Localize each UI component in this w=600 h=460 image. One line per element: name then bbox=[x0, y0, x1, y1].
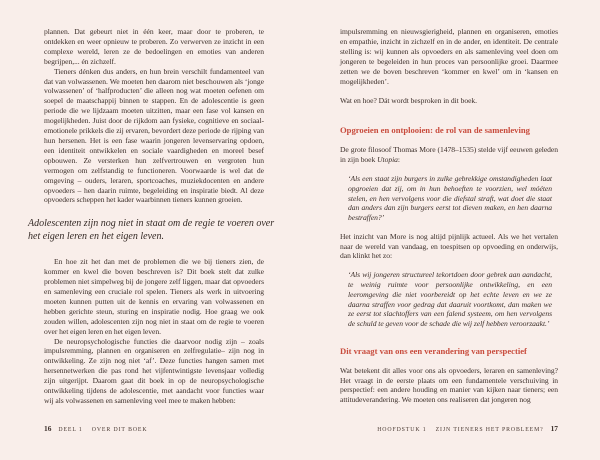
running-head-section: DEEL 1 bbox=[58, 427, 83, 433]
page-number: 16 bbox=[44, 424, 52, 433]
block-quote: ‘Als wij jongeren structureel tekortdoen door gebrek aan aandacht, te weinig ruimte voor persoonlijke ontwikkeling, en een leeromgeving die niet voorbereidt op het echte leven en we ze daarna straffen voor gedrag dat daaruit voortkomt, dan maken we ze eerst tot slachtoffers van een falend systeem, om hen vervolgens de schuld te geven voor de schade die wij zelf hebben veroorzaakt.’ bbox=[348, 270, 552, 328]
page-left bbox=[28, 0, 275, 460]
running-head-title: OVER DIT BOEK bbox=[91, 427, 148, 433]
paragraph: Het inzicht van More is nog altijd pijnlijk actueel. Als we het vertalen naar de wereld van vandaag, en toespitsen op opvoeding en onderwijs, dan klinkt het zo: bbox=[340, 231, 558, 261]
book-title-reference: Utopia bbox=[377, 155, 398, 165]
paragraph: Wat en hoe? Dát wordt besproken in dit boek. bbox=[340, 96, 478, 106]
running-head-title: ZIJN TIENERS HET PROBLEEM? bbox=[435, 427, 544, 433]
paragraph: Wat betekent dit alles voor ons als opvoeders, leraren en samenleving? Het vraagt in de eerste plaats om een fundamentele verschuiving in perspectief: een andere houding en manier van kijken naar tieners; een attitudeverandering. We moeten ons realiseren dat jongeren nog bbox=[340, 365, 558, 405]
paragraph: Tieners dénken dus anders, en hun brein verschilt fundamenteel van dat van volwassenen. We moeten hen daarom niet beschouwen als ‘jonge volwassenen’ of ‘halfproducten’ die alleen nog wat moeten oefenen om soepel de maatschappij binnen te stappen. En de adolescentie is geen periode die we lijdzaam moeten uitzitten, maar een fase vol kansen en mogelijkheden. Juist door de rijkdom aan fysieke, cognitieve en sociaal-emotionele prikkels die zij ervaren, bevordert deze periode de rijping van hun hersenen. Het is een fase waarin jongeren levenservaring opdoen, een identiteit ontwikkelen en sociale vaardigheden en moreel besef opbouwen. Ze versterken hun zelfvertrouwen en vergroten hun vermogen om zelfstandig te functioneren. Voorwaarde is wel dat de omgeving – ouders, leraren, sportcoaches, muziekdocenten en andere opvoeders – hen daarin ruimte, begeleiding en inspiratie biedt. Al deze opvoeders scheppen het kader waarbinnen tieners kunnen groeien. bbox=[44, 66, 264, 205]
footer-left bbox=[44, 424, 147, 433]
running-head-chapter: HOOFDSTUK 1 bbox=[377, 427, 427, 433]
page-number: 17 bbox=[550, 424, 558, 433]
paragraph: impulsremming en nieuwsgierigheid, plannen en organiseren, emoties en empathie, inzicht in zichzelf en in de ander, en identiteit. De centrale stelling is: wij kunnen als opvoeders en als samenleving veel doen om jongeren te begeleiden in hun proces van persoonlijke groei. Daarmee zetten we de boven beschreven ‘kommer en kwel’ om in ‘kansen en mogelijkheden’. bbox=[340, 27, 558, 86]
section-heading: Dit vraagt van ons een verandering van perspectief bbox=[340, 345, 527, 356]
footer-right bbox=[377, 424, 558, 433]
block-quote: ‘Als een staat zijn burgers in zulke gebrekkige omstandigheden laat opgroeien dat zij, om in hun behoeften te voorzien, wel móéten stelen, en hen vervolgens voor die diefstal straft, wat doet die staat dan anders dan zijn burgers eerst tot dieven maken, en hen daarna bestraffen?’ bbox=[348, 174, 552, 222]
paragraph: De neuropsychologische functies die daarvoor nodig zijn – zoals impulsremming, plannen en organiseren en zelfregulatie– zijn nog in ontwikkeling. Ze zijn nog niet ‘af’. Deze functies hangen samen met hersennetwerken die pas rond het vijfentwintigste levensjaar volledig zijn uitgerijpt. Daarom gaat dit boek in op de neuropsychologische ontwikkeling tijdens de adolescentie, met aandacht voor functies waar wij als volwassenen en samenleving veel mee te maken hebben: bbox=[44, 336, 264, 405]
paragraph: En hoe zit het dan met de problemen die we bij tieners zien, de kommer en kwel die boven beschreven is? Dit boek stelt dat zulke problemen niet simpelweg bij de jongere zelf liggen, maar dat opvoeders en samenleving een cruciale rol spelen. Tieners als werk in uitvoering moeten kunnen putten uit de kennis en ervaring van volwassenen en hebben gerichte steun, sturing en inspiratie nodig. Hoe graag we ook zouden willen, adolescenten zijn nog niet in staat om de regie te voeren over het eigen leren en het eigen leven. bbox=[44, 257, 264, 336]
section-heading: Opgroeien en ontplooien: de rol van de samenleving bbox=[340, 125, 530, 136]
pull-quote: Adolescenten zijn nog niet in staat om de regie te voeren over het eigen leren en het eigen leven. bbox=[28, 218, 275, 243]
paragraph: plannen. Dat gebeurt niet in één keer, maar door te proberen, te ontdekken en weer opnieuw te proberen. Zo verwerven ze inzicht in een complexe wereld, leren ze de bedoelingen en emoties van anderen begrijpen,... én zichzelf. bbox=[44, 27, 264, 66]
paragraph-text: : bbox=[397, 155, 400, 165]
paragraph bbox=[340, 145, 558, 165]
paragraph-text: De grote filosoof Thomas More (1478–1535) stelde vijf eeuwen geleden in zijn boek bbox=[340, 145, 558, 165]
page-right bbox=[340, 0, 558, 460]
